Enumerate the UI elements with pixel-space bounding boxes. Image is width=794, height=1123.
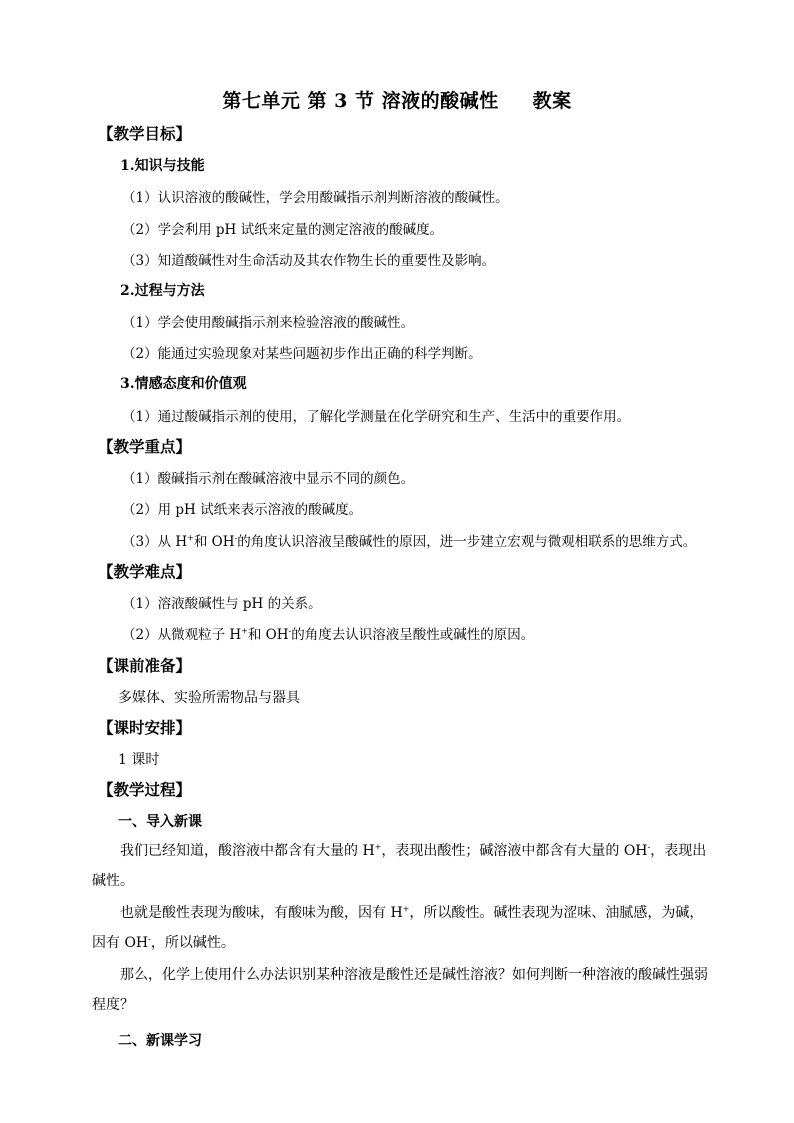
paragraph: 那么，化学上使用什么办法识别某种溶液是酸性还是碱性溶液？如何判断一种溶液的酸碱性强弱程度？ bbox=[92, 967, 708, 1013]
section-heading-goals: 【教学目标】 bbox=[98, 124, 192, 143]
part-heading-intro: 一、导入新课 bbox=[118, 814, 202, 830]
list-item: （2）学会利用 pH 试纸来定量的测定溶液的酸碱度。 bbox=[122, 222, 444, 238]
list-item: （1）学会使用酸碱指示剂来检验溶液的酸碱性。 bbox=[122, 315, 415, 331]
section-heading-process: 【教学过程】 bbox=[98, 780, 192, 799]
part-heading-new-lesson: 二、新课学习 bbox=[118, 1033, 202, 1049]
paragraph: 也就是酸性表现为酸味，有酸味为酸，因有 H+，所以酸性。碱性表现为涩味、油腻感，为碱，因有 OH-，所以碱性。 bbox=[92, 904, 704, 951]
list-item: （1）通过酸碱指示剂的使用，了解化学测量在化学研究和生产、生活中的重要作用。 bbox=[122, 409, 631, 425]
subheading-emotion: 3.情感态度和价值观 bbox=[120, 376, 247, 392]
section-heading-difficulties: 【教学难点】 bbox=[98, 562, 192, 581]
page-title bbox=[0, 86, 794, 113]
preparation-text: 多媒体、实验所需物品与器具 bbox=[118, 690, 300, 706]
section-heading-key-points: 【教学重点】 bbox=[98, 437, 192, 456]
subheading-knowledge: 1.知识与技能 bbox=[120, 158, 205, 174]
list-item: （3）知道酸碱性对生命活动及其农作物生长的重要性及影响。 bbox=[122, 253, 496, 269]
schedule-text: 1 课时 bbox=[118, 752, 160, 768]
list-item: （2）能通过实验现象对某些问题初步作出正确的科学判断。 bbox=[122, 346, 482, 362]
section-heading-schedule: 【课时安排】 bbox=[98, 718, 192, 737]
list-item: （1）认识溶液的酸碱性，学会用酸碱指示剂判断溶液的酸碱性。 bbox=[122, 190, 509, 206]
subheading-process: 2.过程与方法 bbox=[120, 283, 205, 299]
list-item: （3）从 H+和 OH-的角度认识溶液呈酸碱性的原因，进一步建立宏观与微观相联系的思维方式。 bbox=[122, 533, 697, 550]
list-item: （2）用 pH 试纸来表示溶液的酸碱度。 bbox=[122, 502, 363, 518]
section-heading-preparation: 【课前准备】 bbox=[98, 656, 192, 675]
paragraph: 我们已经知道，酸溶液中都含有大量的 H+，表现出酸性；碱溶液中都含有大量的 OH-，表现出碱性。 bbox=[92, 842, 707, 889]
list-item: （1）酸碱指示剂在酸碱溶液中显示不同的颜色。 bbox=[122, 471, 415, 487]
list-item: （1）溶液酸碱性与 pH 的关系。 bbox=[122, 596, 322, 612]
title-main: 第七单元 第 3 节 溶液的酸碱性 bbox=[222, 90, 499, 112]
title-suffix: 教案 bbox=[532, 90, 572, 112]
list-item: （2）从微观粒子 H+和 OH-的角度去认识溶液呈酸性或碱性的原因。 bbox=[122, 626, 535, 643]
